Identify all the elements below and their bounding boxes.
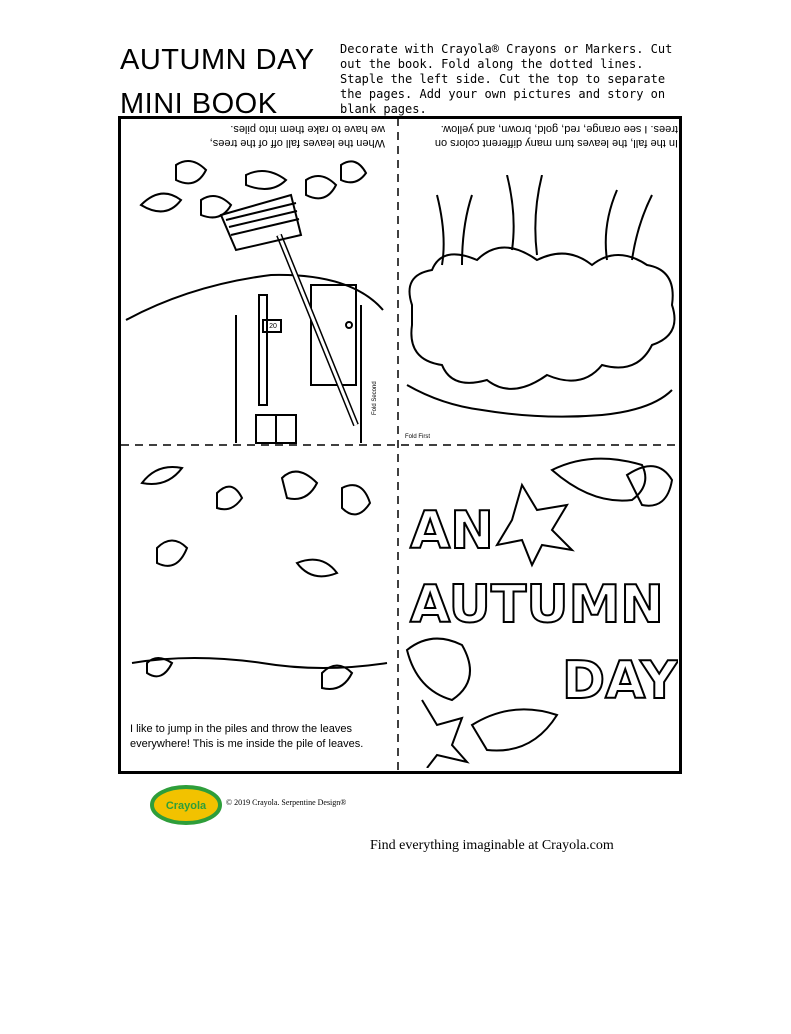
- fold-second-label: Fold Second: [372, 381, 378, 415]
- cover-title-day: DAY: [562, 651, 678, 711]
- cover-illustration: [402, 450, 678, 768]
- book-title-line-2: MINI BOOK: [120, 88, 278, 120]
- copyright-text: © 2019 Crayola. Serpentine Design®: [226, 798, 347, 807]
- fold-first-label: Fold First: [405, 434, 431, 440]
- page-text-rake: When the leaves fall off of the trees, we have to rake them into piles.: [209, 123, 385, 149]
- page-text-colors: In the fall, the leaves turn many different colors on trees. I see orange, red, gold, brown, and yellow.: [434, 123, 678, 149]
- falling-leaves-illustration: [122, 448, 397, 718]
- cover-title-autumn: AUTUMN: [410, 575, 664, 635]
- trees-illustration: [402, 175, 678, 445]
- footer-tagline: Find everything imaginable at Crayola.com: [370, 838, 614, 853]
- crayola-logo: [150, 785, 222, 825]
- page-text-jump: I like to jump in the piles and throw the leaves everywhere! This is me inside the pile of leaves.: [130, 723, 364, 750]
- book-title-line-1: AUTUMN DAY: [120, 44, 315, 76]
- crayola-logo-text: Crayola: [165, 800, 207, 812]
- cover-title-an: AN: [410, 501, 494, 561]
- rake-house-illustration: [121, 125, 399, 445]
- mailbox-number: 20: [269, 323, 277, 330]
- instructions-text: Decorate with Crayola® Crayons or Markers. Cut out the book. Fold along the dotted lines. Staple the left side. Cut the top to separate the pages. Add your own pictures and story on blank pages.: [340, 42, 673, 116]
